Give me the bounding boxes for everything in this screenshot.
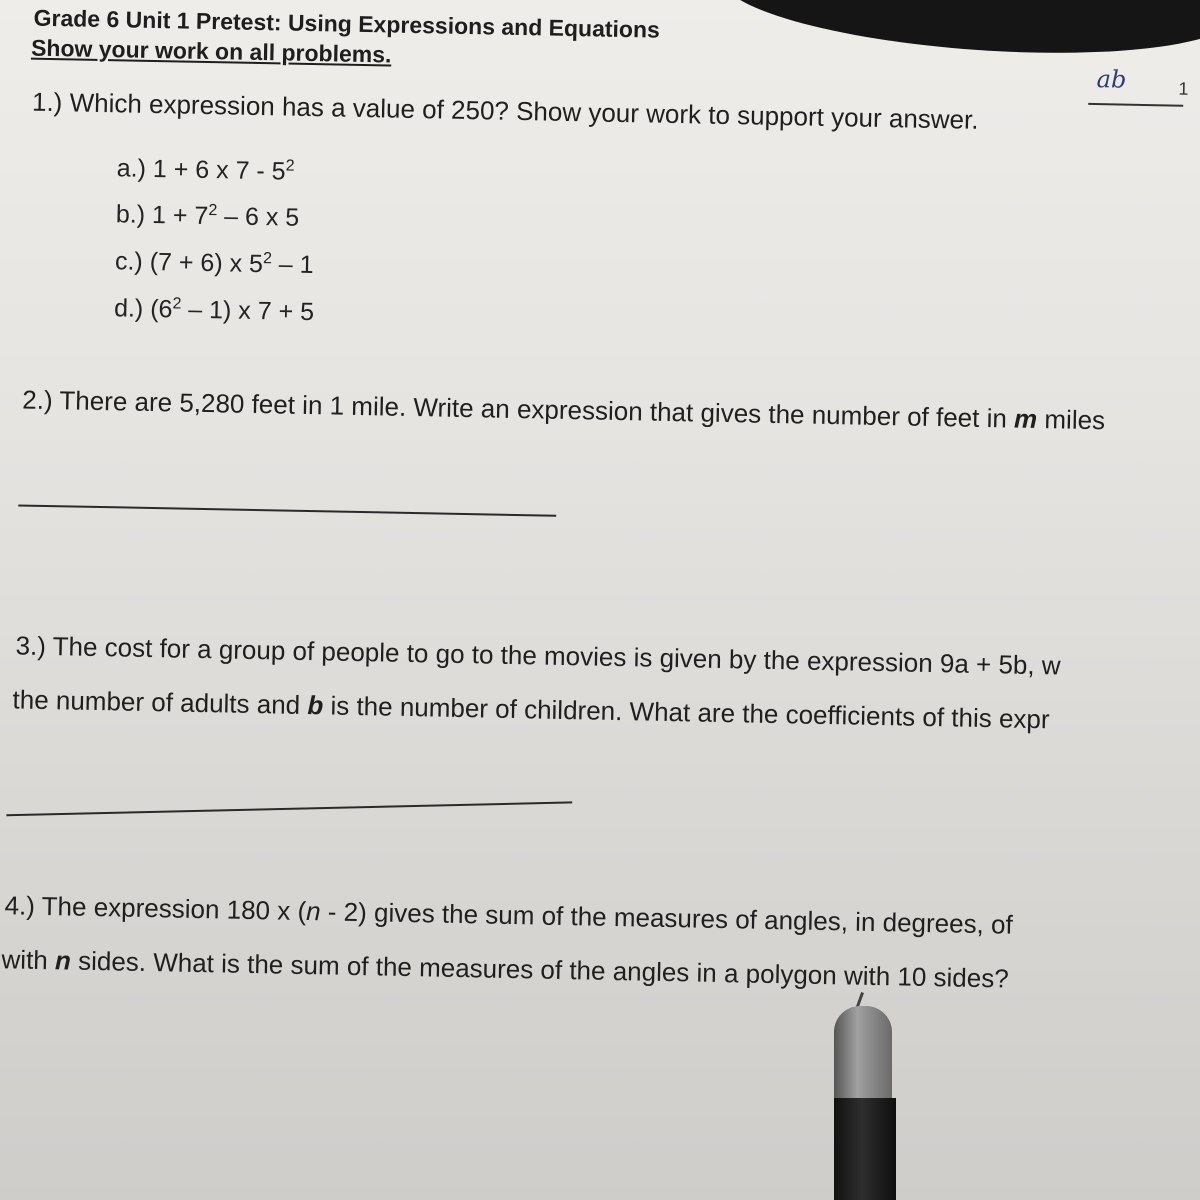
name-cut-text: 1 (1178, 78, 1189, 99)
variable-n-bold: n (54, 945, 72, 976)
question-text-after: miles (1036, 403, 1106, 436)
question-1 (32, 87, 979, 136)
variable-n: n (305, 896, 321, 927)
answer-line-2[interactable] (18, 504, 556, 516)
mechanical-pencil (828, 998, 900, 1200)
question-4-line-1: 4.) The expression 180 x (n - 2) gives the sum of the measures of angles, in degrees, of (4, 890, 1014, 940)
answer-line-3[interactable] (6, 801, 572, 816)
question-text-before: There are 5,280 feet in 1 mile. Write an expression that gives the number of feet in (59, 385, 1015, 434)
pencil-cap (834, 1006, 892, 1106)
option-a (117, 154, 295, 186)
option-label: b.) (115, 200, 146, 229)
option-b (116, 200, 300, 233)
question-3-line-2: the number of adults and b is the number of children. What are the coefficients of this expr (12, 684, 1050, 735)
question-text: Which expression has a value of 250? Show your work to support your answer. (69, 87, 979, 135)
question-number: 2.) (22, 384, 53, 416)
option-c (115, 247, 314, 280)
question-number: 4.) (4, 890, 36, 921)
question-3-line-1 (15, 630, 1061, 681)
handwritten-name: ab (1096, 65, 1127, 94)
question-2 (22, 385, 1105, 437)
pencil-body (834, 1098, 896, 1200)
question-number: 1.) (31, 86, 63, 118)
option-label: a.) (116, 154, 147, 183)
option-expression: (7 + 6) x $5^2 - 1$ (149, 247, 314, 280)
option-expression: $1 + 7^2 - 6$ x 5 (151, 200, 300, 232)
option-label: c.) (114, 247, 144, 276)
question-text: The cost for a group of people to go to the movies is given by the expression 9a + 5b, w (52, 631, 1061, 681)
variable-b: b (307, 690, 324, 721)
question-number: 3.) (15, 630, 47, 661)
option-expression: 1 + 6 x $7 - 5^2$ (152, 154, 295, 186)
option-d (114, 294, 315, 327)
question-4-line-2: with n sides. What is the sum of the measures of the angles in a polygon with 10 sides? (1, 944, 1010, 994)
option-label: d.) (113, 294, 144, 323)
page-subtitle: Show your work on all problems. (30, 34, 392, 68)
variable-m: m (1013, 403, 1038, 434)
option-expression: $(6^2 - 1)$ x 7 + 5 (149, 294, 315, 327)
page-title: Grade 6 Unit 1 Pretest: Using Expressions and Equations (33, 4, 661, 43)
